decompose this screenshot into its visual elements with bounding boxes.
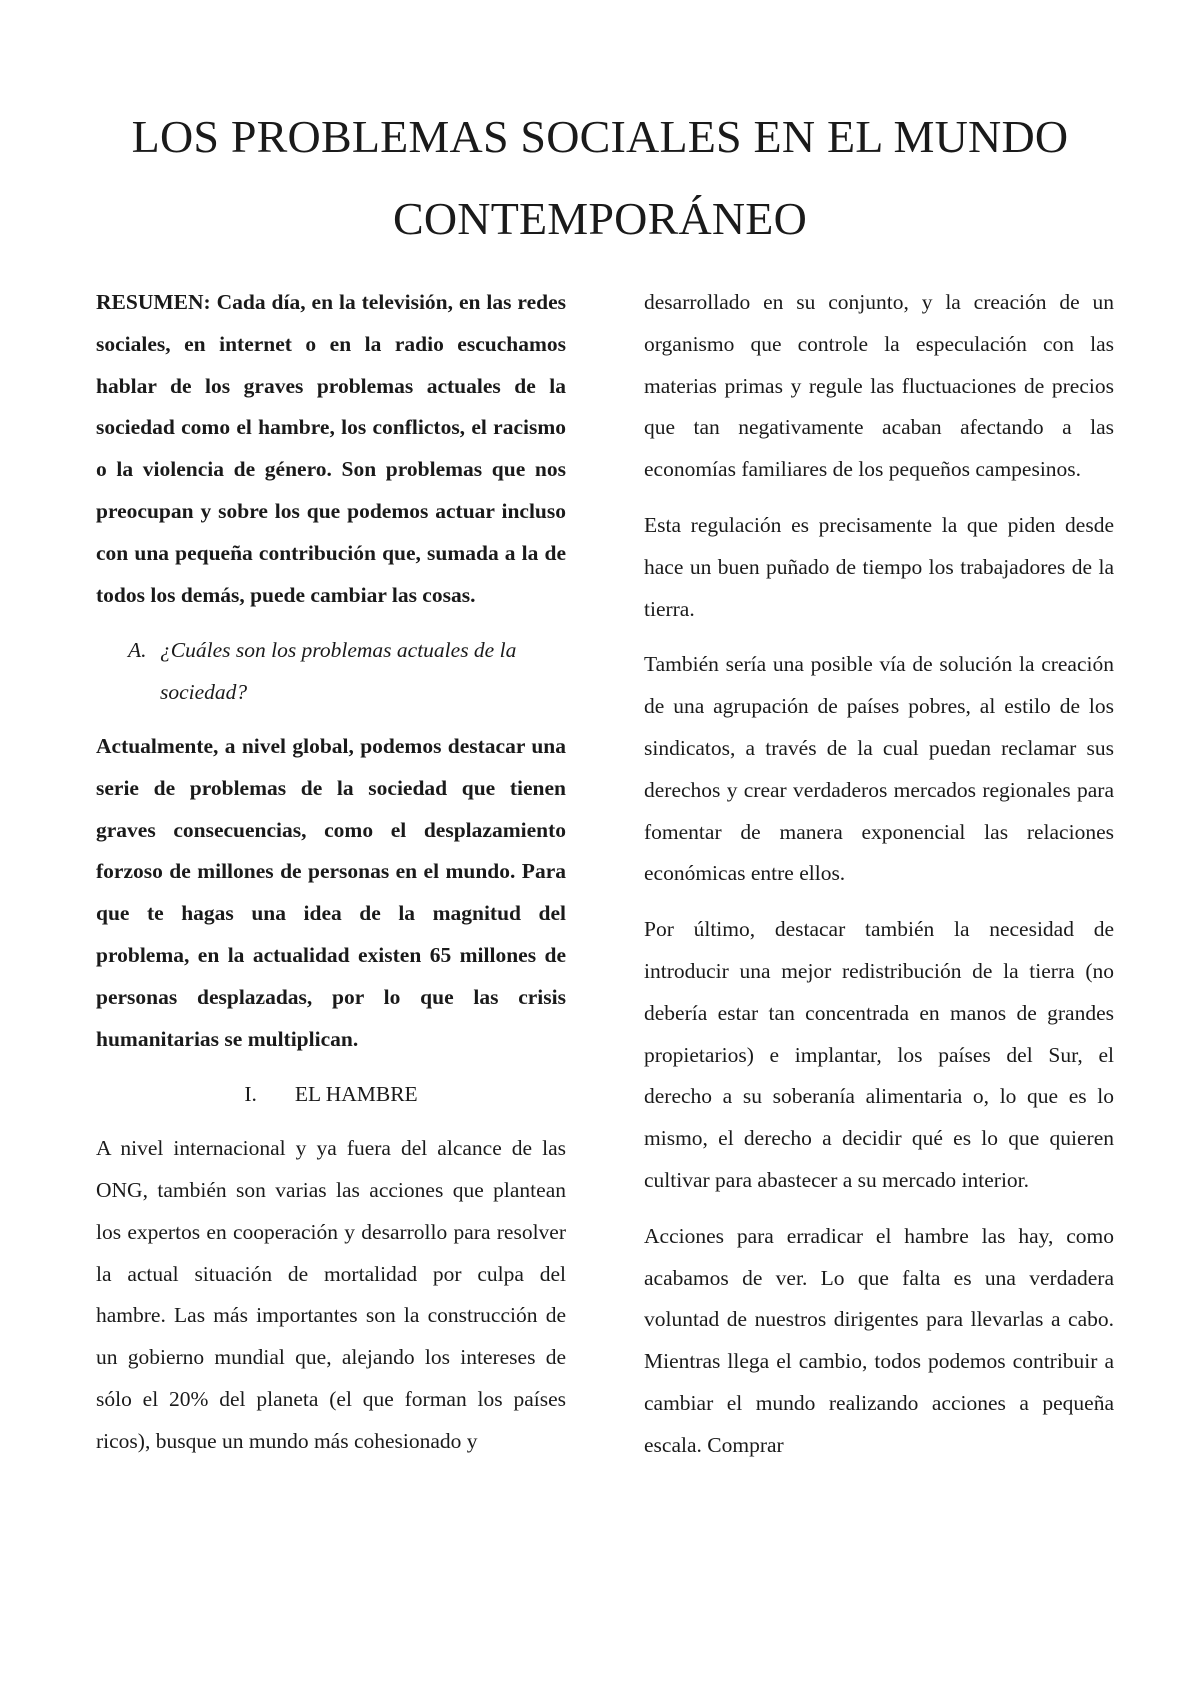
right-paragraph-4: Por último, destacar también la necesidad de introducir una mejor redistribución de la tierra (no debería estar tan concentrada en manos de grandes propietarios) e implantar, los países del Sur, el derecho a su soberanía alimentaria o, lo que es lo mismo, el derecho a decidir qué es lo que quieren cultivar para abastecer a su mercado interior. [644, 917, 1114, 1192]
abstract-lead: RESUMEN: [96, 290, 211, 314]
paragraph-internacional: A nivel internacional y ya fuera del alcance de las ONG, también son varias las acciones que plantean los expertos en cooperación y desarrollo para resolver la actual situación de mortalidad por culpa del hambre. Las más importantes son la construcción de un gobierno mundial que, alejando los intereses de sólo el 20% del planeta (el que forman los países ricos), busque un mundo más cohesionado y [96, 1136, 566, 1453]
title-line-1: LOS PROBLEMAS SOCIALES EN EL MUNDO [131, 111, 1069, 162]
abstract-paragraph [96, 282, 566, 616]
right-column [644, 282, 1114, 1467]
section-number: I. [244, 1082, 257, 1107]
right-paragraph-5: Acciones para erradicar el hambre las hay, como acabamos de ver. Lo que falta es una verdadera voluntad de nuestros dirigentes para llevarlas a cabo. Mientras llega el cambio, todos podemos contribuir a cambiar el mundo realizando acciones a pequeña escala. Comprar [644, 1223, 1114, 1457]
subsection-title: ¿Cuáles son los problemas actuales de la sociedad? [160, 638, 517, 705]
section-title: EL HAMBRE [294, 1082, 418, 1107]
subsection-heading-a [96, 630, 566, 714]
two-column-body [96, 282, 1114, 1467]
left-column [96, 282, 566, 1467]
right-paragraph-1: desarrollado en su conjunto, y la creación de un organismo que controle la especulación con las materias primas y regule las fluctuaciones de precios que tan negativamente acaban afectando a las economías familiares de los pequeños campesinos. [644, 290, 1114, 482]
abstract-text: Cada día, en la televisión, en las redes sociales, en internet o en la radio escuchamos hablar de los graves problemas actuales de la sociedad como el hambre, los conflictos, el racismo o la violencia de género. Son problemas que nos preocupan y sobre los que podemos actuar incluso con una pequeña contribución que, sumada a la de todos los demás, puede cambiar las cosas. [96, 290, 566, 607]
document-title [0, 96, 1200, 260]
paragraph-actualmente: Actualmente, a nivel global, podemos destacar una serie de problemas de la sociedad que tienen graves consecuencias, como el desplazamiento forzoso de millones de personas en el mundo. Para que te hagas una idea de la magnitud del problema, en la actualidad existen 65 millones de personas desplazadas, por lo que las crisis humanitarias se multiplican. [96, 733, 566, 1051]
right-paragraph-3: También sería una posible vía de solución la creación de una agrupación de países pobres, al estilo de los sindicatos, a través de la cual puedan reclamar sus derechos y crear verdaderos mercados regionales para fomentar de manera exponencial las relaciones económicas entre ellos. [644, 652, 1114, 886]
title-line-2: CONTEMPORÁNEO [392, 193, 808, 244]
subsection-number: A. [128, 638, 147, 663]
right-paragraph-2: Esta regulación es precisamente la que piden desde hace un buen puñado de tiempo los trabajadores de la tierra. [644, 512, 1114, 621]
section-heading-1 [96, 1074, 566, 1116]
